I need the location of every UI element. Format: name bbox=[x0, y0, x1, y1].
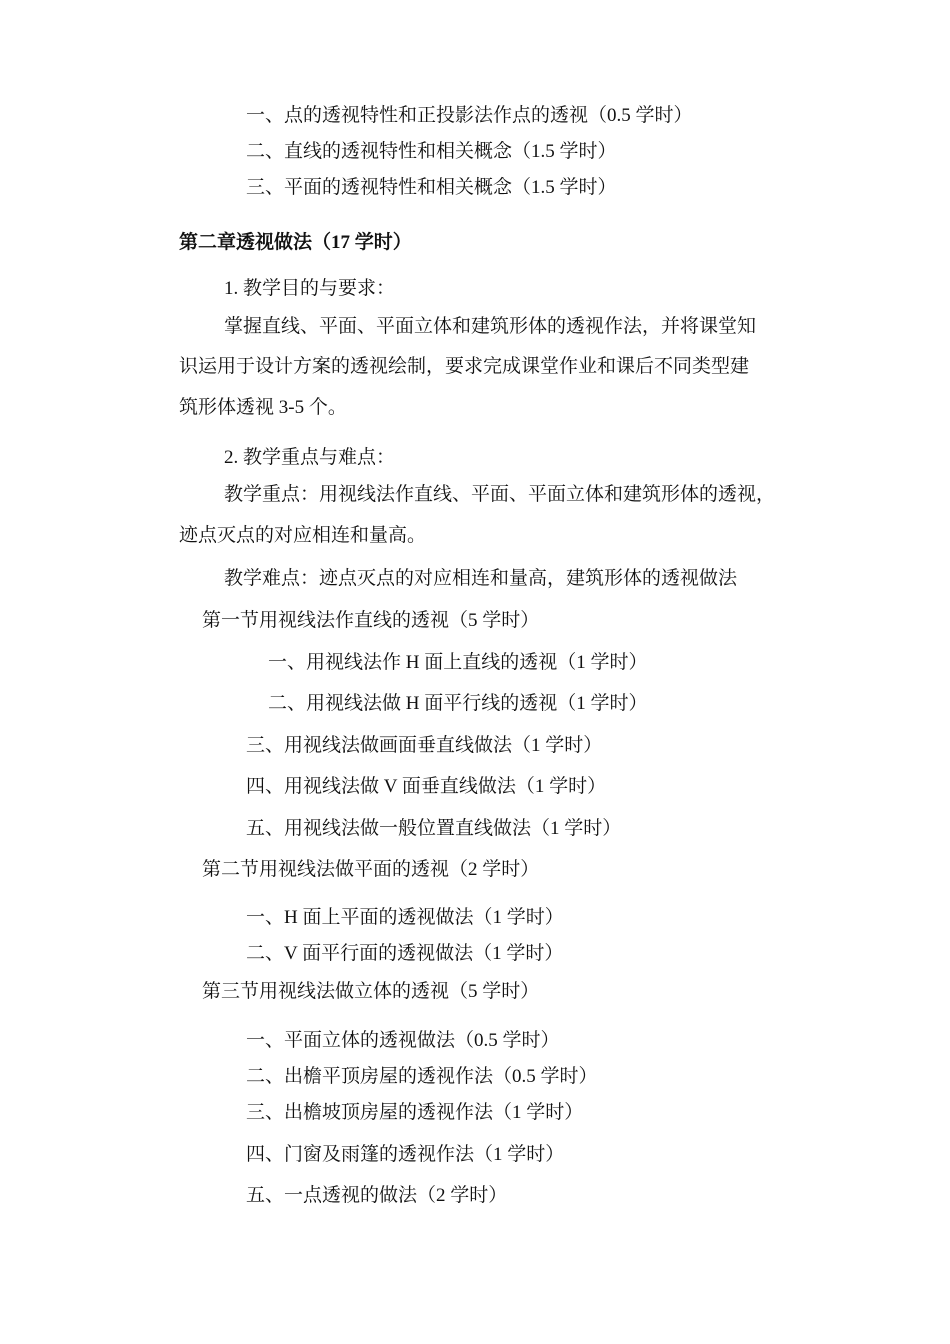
section1-item-1: 一、点的透视特性和正投影法作点的透视（0.5 学时） bbox=[246, 105, 693, 126]
section-a-title: 第一节用视线法作直线的透视（5 学时） bbox=[202, 610, 540, 631]
section-b-item-1: 一、H 面上平面的透视做法（1 学时） bbox=[246, 907, 564, 928]
chapter2-goal-line-2: 识运用于设计方案的透视绘制，要求完成课堂作业和课后不同类型建 bbox=[179, 356, 750, 377]
section-c-title: 第三节用视线法做立体的透视（5 学时） bbox=[202, 981, 540, 1002]
chapter2-focus-heading: 2. 教学重点与难点： bbox=[224, 447, 396, 468]
section-a-item-4: 四、用视线法做 V 面垂直线做法（1 学时） bbox=[246, 776, 607, 797]
section-b-title: 第二节用视线法做平面的透视（2 学时） bbox=[202, 859, 540, 880]
section-a-item-2: 二、用视线法做 H 面平行线的透视（1 学时） bbox=[268, 693, 648, 714]
section1-item-2: 二、直线的透视特性和相关概念（1.5 学时） bbox=[246, 141, 617, 162]
chapter2-goal-line-1: 掌握直线、平面、平面立体和建筑形体的透视作法，并将课堂知 bbox=[224, 316, 757, 337]
chapter2-title: 第二章透视做法（17 学时） bbox=[179, 232, 412, 253]
section1-item-3: 三、平面的透视特性和相关概念（1.5 学时） bbox=[246, 177, 617, 198]
section-c-item-4: 四、门窗及雨篷的透视作法（1 学时） bbox=[246, 1144, 565, 1165]
section-b-item-2: 二、V 面平行面的透视做法（1 学时） bbox=[246, 943, 564, 964]
chapter2-goal-line-3: 筑形体透视 3-5 个。 bbox=[179, 397, 347, 418]
section-a-item-1: 一、用视线法作 H 面上直线的透视（1 学时） bbox=[268, 652, 648, 673]
section-a-item-3: 三、用视线法做画面垂直线做法（1 学时） bbox=[246, 735, 603, 756]
section-c-item-3: 三、出檐坡顶房屋的透视作法（1 学时） bbox=[246, 1102, 584, 1123]
section-c-item-2: 二、出檐平顶房屋的透视作法（0.5 学时） bbox=[246, 1066, 598, 1087]
section-a-item-5: 五、用视线法做一般位置直线做法（1 学时） bbox=[246, 818, 622, 839]
chapter2-focus-line-1: 教学重点：用视线法作直线、平面、平面立体和建筑形体的透视， bbox=[224, 484, 776, 505]
section-c-item-1: 一、平面立体的透视做法（0.5 学时） bbox=[246, 1030, 560, 1051]
chapter2-difficulty-line: 教学难点：迹点灭点的对应相连和量高，建筑形体的透视做法 bbox=[224, 568, 738, 589]
chapter2-focus-line-2: 迹点灭点的对应相连和量高。 bbox=[179, 525, 427, 546]
section-c-item-5: 五、一点透视的做法（2 学时） bbox=[246, 1185, 508, 1206]
chapter2-goal-heading: 1. 教学目的与要求： bbox=[224, 278, 396, 299]
